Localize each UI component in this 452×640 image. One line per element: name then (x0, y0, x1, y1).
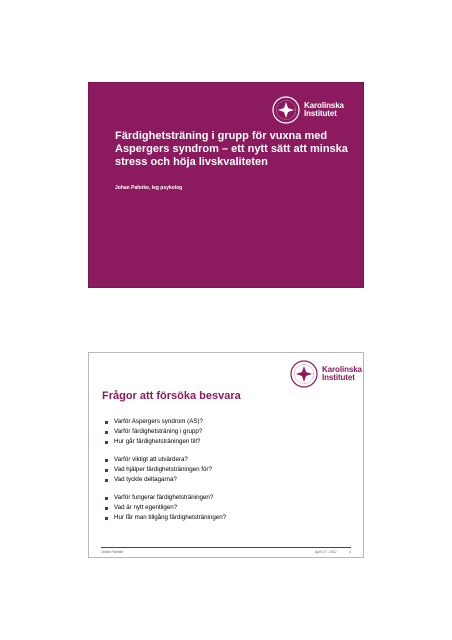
list-item: Hur får man tillgång färdighetsträningen? (105, 513, 226, 523)
author-line: Johan Pahnke, leg psykolog (115, 185, 183, 191)
square-bullet-icon (105, 497, 108, 500)
list-item: Varför Aspergers syndrom (AS)? (105, 417, 226, 427)
page-number: 4 (349, 550, 351, 554)
footer-date: April 27, 2012 (315, 550, 337, 554)
list-item: Vad hjälper färdighetsträningen för? (105, 465, 226, 475)
slide-title: Frågor att försöka besvara (102, 390, 241, 402)
karolinska-logo (271, 95, 344, 125)
square-bullet-icon (105, 469, 108, 472)
bullet-group (105, 417, 226, 447)
karolinska-logo (289, 359, 362, 389)
list-item: Vad tyckte deltagarna? (105, 475, 226, 485)
square-bullet-icon (105, 479, 108, 482)
logo-text: Karolinska Institutet (304, 101, 344, 118)
square-bullet-icon (105, 421, 108, 424)
question-list (105, 417, 226, 531)
square-bullet-icon (105, 517, 108, 520)
content-slide (88, 352, 364, 558)
title-slide (88, 82, 364, 288)
list-item: Varför färdighetsträning i grupp? (105, 427, 226, 437)
list-item: Vad är nytt egentligen? (105, 503, 226, 513)
square-bullet-icon (105, 507, 108, 510)
bullet-group (105, 455, 226, 485)
logo-text: Karolinska Institutet (322, 365, 362, 382)
list-item: Varför viktigt att utvärdera? (105, 455, 226, 465)
list-item: Hur går färdighetsträningen till? (105, 437, 226, 447)
slide-title: Färdighetsträning i grupp för vuxna med Aspergers syndrom – ett nytt sätt att minska stress och höja livskvaliteten (115, 130, 348, 168)
list-item: Varför fungerar färdighetsträningen? (105, 493, 226, 503)
square-bullet-icon (105, 431, 108, 434)
square-bullet-icon (105, 441, 108, 444)
bullet-group (105, 493, 226, 523)
footer-author: Johan Pahnke (101, 550, 124, 554)
karolinska-seal-icon (271, 95, 301, 125)
karolinska-seal-icon (289, 359, 319, 389)
footer-divider (101, 547, 351, 548)
square-bullet-icon (105, 459, 108, 462)
